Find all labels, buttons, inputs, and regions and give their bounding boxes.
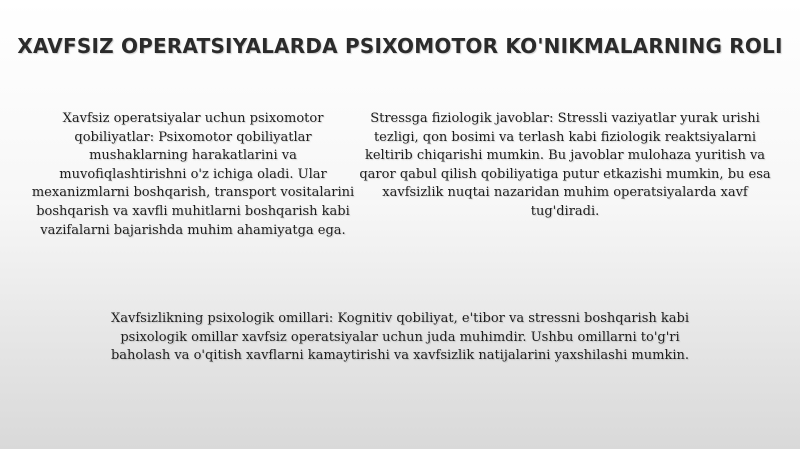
right-paragraph: Stressga fiziologik javoblar: Stressli vaziyatlar yurak urishi tezligi, qon bosimi va terlash kabi fiziologik reaktsiyalarni keltirib chiqarishi mumkin. Bu javoblar mulohaza yuritish va qaror qabul qilish qobiliyatiga putur etkazishi mumkin, bu esa xavfsizlik nuqtai nazaridan muhim operatsiyalarda xavf tug'diradi. bbox=[359, 111, 771, 219]
left-paragraph: Xavfsiz operatsiyalar uchun psixomotor qobiliyatlar: Psixomotor qobiliyatlar mushaklarning harakatlarini va muvofiqlashtirishni o'z ichiga oladi. Ular mexanizmlarni boshqarish, transport vositalarini boshqarish va xavfli muhitlarni boshqarish kabi vazifalarni bajarishda muhim ahamiyatga ega. bbox=[31, 111, 355, 238]
slide-title: XAVFSIZ OPERATSIYALARDA PSIXOMOTOR KO'NIKMALARNING ROLI bbox=[17, 34, 783, 58]
bottom-paragraph: Xavfsizlikning psixologik omillari: Kognitiv qobiliyat, e'tibor va stressni boshqarish kabi psixologik omillar xavfsiz operatsiyalar uchun juda muhimdir. Ushbu omillarni to'g'ri baholash va o'qitish xavflarni kamaytirishi va xavfsizlik natijalarini yaxshilashi mumkin. bbox=[110, 311, 690, 364]
